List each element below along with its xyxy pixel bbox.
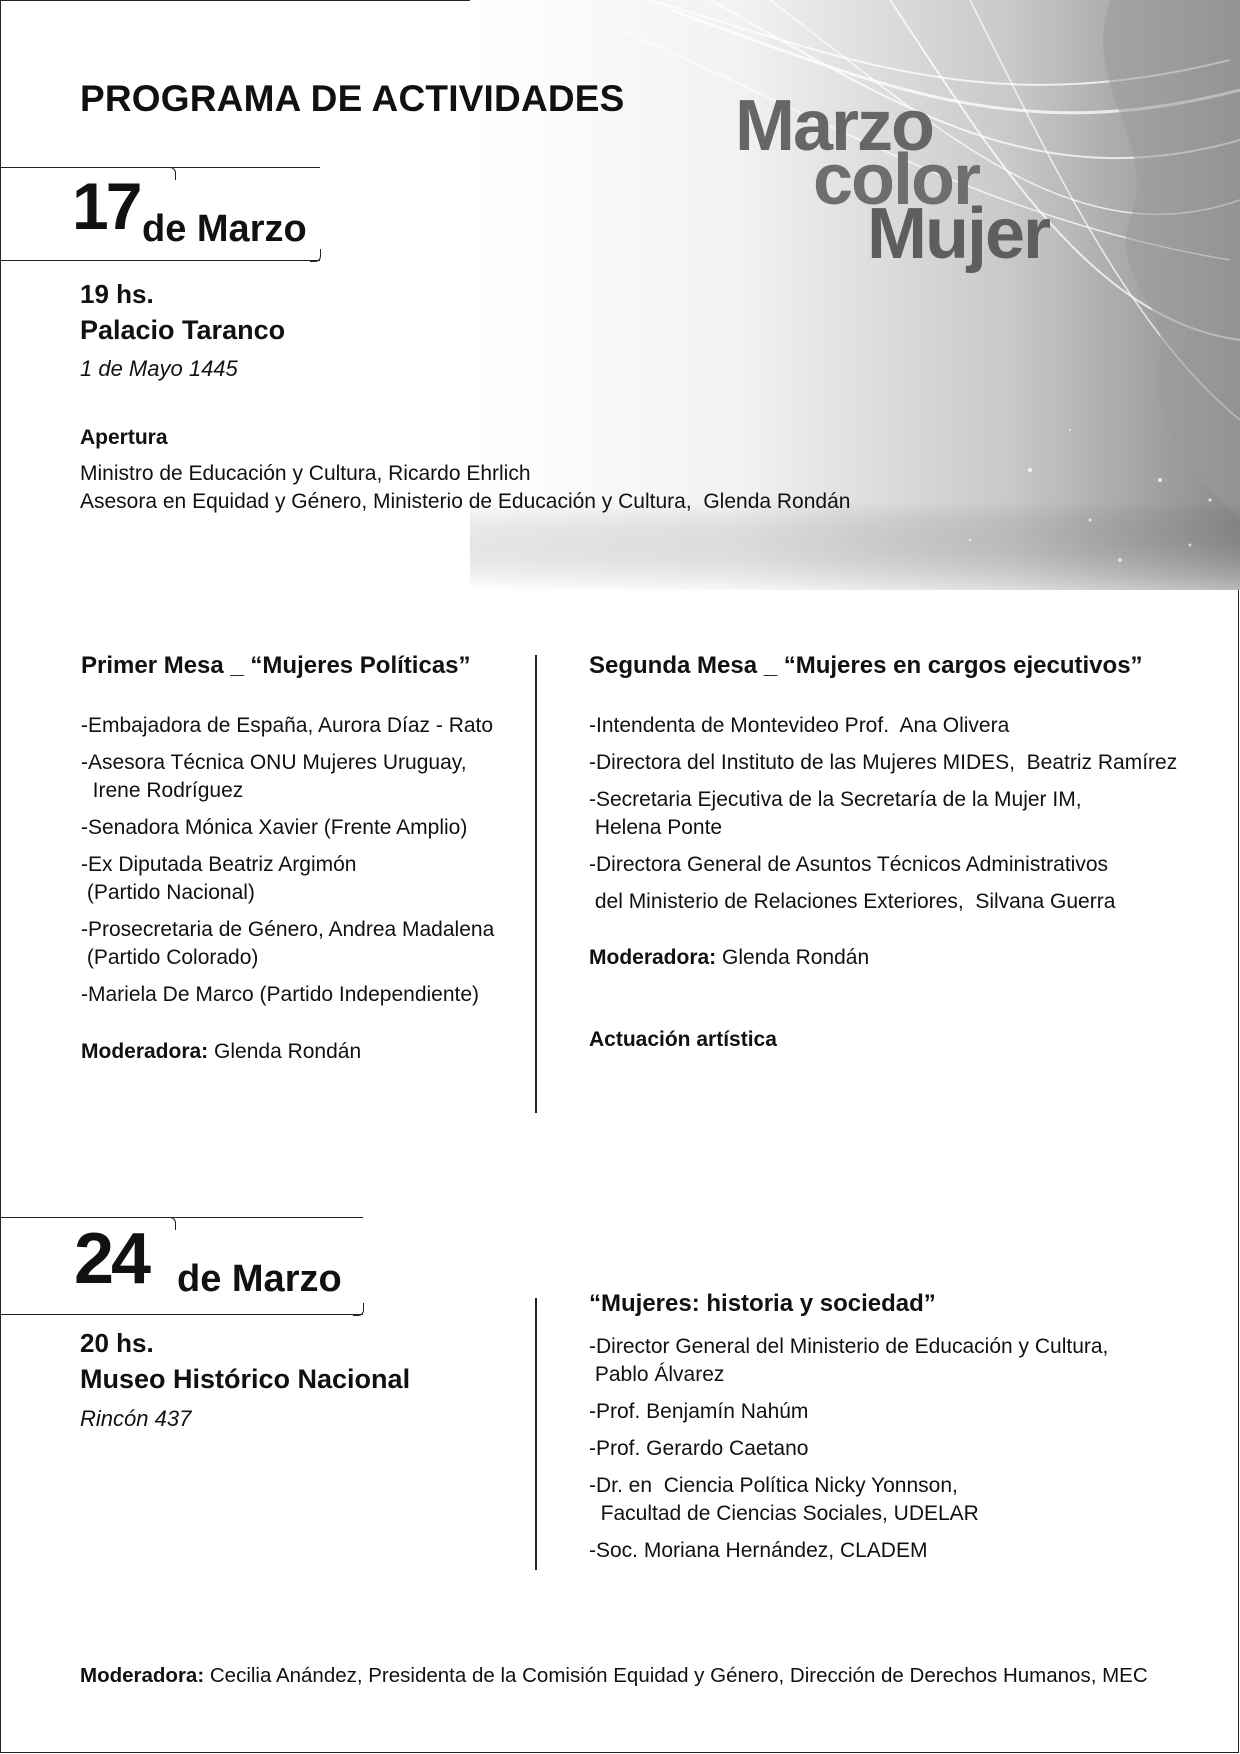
event2-month: de Marzo [177,1258,342,1300]
tab-notch [353,1303,364,1316]
artistic-performance: Actuación artística [589,1028,777,1051]
panel1-moderator [81,1038,361,1066]
list-item: -Director General del Ministerio de Educación y Cultura, Pablo Álvarez [589,1335,1109,1386]
tab-notch [310,249,321,262]
brand-line-1: Marzo [735,86,934,166]
event2-moderator [80,1662,1148,1690]
event2-venue: Museo Histórico Nacional [80,1364,411,1394]
list-item: -Prof. Gerardo Caetano [589,1437,809,1460]
opening-line: Asesora en Equidad y Género, Ministerio de Educación y Cultura, Glenda Rondán [80,490,851,513]
moderator-name: Glenda Rondán [214,1040,362,1063]
list-item: -Directora General de Asuntos Técnicos Administrativos [589,853,1109,876]
list-item: -Prosecretaria de Género, Andrea Madalena (Partido Colorado) [81,918,495,969]
brand-logo [735,86,1050,274]
panel1-heading: Primer Mesa _ “Mujeres Políticas” [81,652,471,679]
event2-panel-heading: “Mujeres: historia y sociedad” [589,1290,936,1317]
opening-heading: Apertura [80,426,168,449]
brand-line-2: color [813,140,980,220]
panel2-list [589,712,1177,916]
event2-day: 24 [74,1219,149,1299]
list-item: del Ministerio de Relaciones Exteriores, Silvana Guerra [589,890,1116,913]
event1-address: 1 de Mayo 1445 [80,356,238,381]
list-item: -Secretaria Ejecutiva de la Secretaría de la Mujer IM, Helena Ponte [589,788,1082,839]
page-title: PROGRAMA DE ACTIVIDADES [80,78,625,119]
list-item: -Dr. en Ciencia Política Nicky Yonnson, Facultad de Ciencias Sociales, UDELAR [589,1474,979,1525]
opening-line: Ministro de Educación y Cultura, Ricardo Ehrlich [80,462,531,485]
moderator-label: Moderadora: [589,946,717,969]
list-item: -Senadora Mónica Xavier (Frente Amplio) [81,816,468,839]
list-item: -Intendenta de Montevideo Prof. Ana Olivera [589,714,1010,737]
list-item: -Asesora Técnica ONU Mujeres Uruguay, Irene Rodríguez [81,751,467,802]
list-item: -Soc. Moriana Hernández, CLADEM [589,1539,928,1562]
brand-line-3: Mujer [867,194,1050,274]
moderator-name: Glenda Rondán [722,946,870,969]
tab-notch [165,167,176,180]
list-item: -Mariela De Marco (Partido Independiente) [81,983,480,1006]
list-item: -Ex Diputada Beatriz Argimón (Partido Nacional) [81,853,357,904]
event2-address: Rincón 437 [80,1406,192,1431]
moderator-label: Moderadora: [81,1040,209,1063]
column-divider [535,655,537,1113]
panel2-moderator [589,944,869,972]
event2-panel-list [589,1333,1108,1565]
column-divider [535,1298,537,1570]
event1-time: 19 hs. [80,279,154,309]
event1-day: 17 [72,169,140,243]
moderator-label: Moderadora: [80,1664,205,1687]
list-item: -Embajadora de España, Aurora Díaz - Rato [81,714,494,737]
moderator-name: Cecilia Anández, Presidenta de la Comisión Equidad y Género, Dirección de Derechos Humanos, MEC [209,1664,1148,1687]
event1-venue: Palacio Taranco [80,315,286,345]
list-item: -Directora del Instituto de las Mujeres MIDES, Beatriz Ramírez [589,751,1178,774]
event2-time: 20 hs. [80,1328,154,1358]
panel1-list [81,712,494,1009]
tab-notch [165,1217,176,1230]
event1-month: de Marzo [142,208,307,250]
panel2-heading: Segunda Mesa _ “Mujeres en cargos ejecutivos” [589,652,1143,679]
list-item: -Prof. Benjamín Nahúm [589,1400,809,1423]
